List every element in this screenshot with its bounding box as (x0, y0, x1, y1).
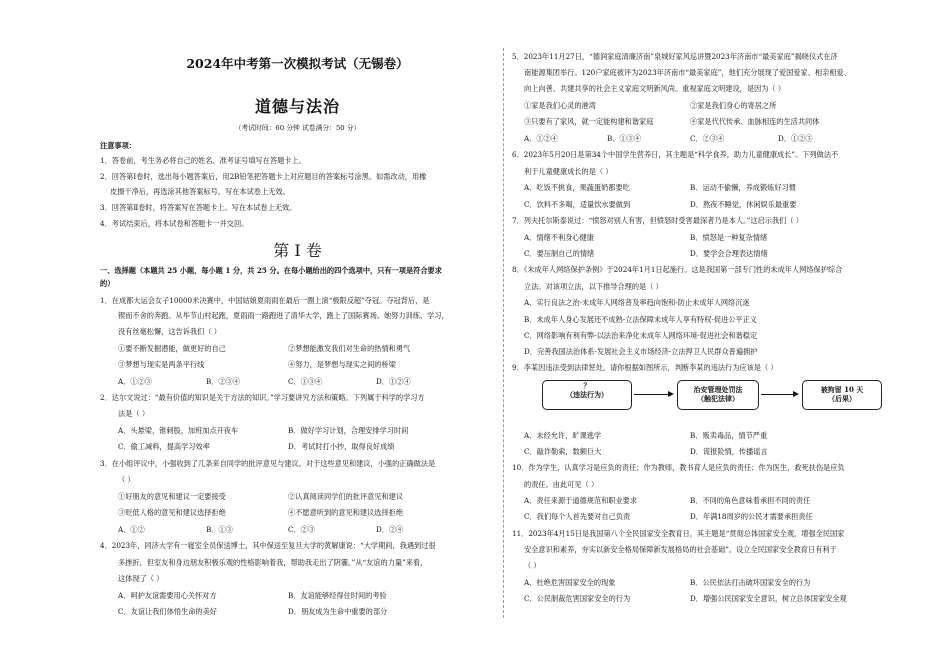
question-2-stem: 法是（ ） (118, 409, 150, 418)
option: D．要学会合理表达情绪 (690, 249, 768, 258)
question-8-stem: 8．《未成年人网络保护条例》于2024年1月1日起施行。这是我国第一部专门性的未成年人网络保护综合 (512, 265, 843, 274)
option: C．友谊让我们体悟生命的美好 (118, 607, 217, 616)
section-heading: 一、选择题（本题共 25 小题，每小题 1 分，共 25 分。在每小题给出的四个选项中，只有一项是符合要求 (100, 266, 442, 275)
option: A．实行良法之治-未成年人网络普及率趋向饱和-防止未成年人网络沉迷 (524, 298, 750, 307)
option: C．偷工减料，提高学习效率 (118, 442, 210, 451)
option: B．未成年人身心发展还不成熟-立法保障未成年人享有特权-促进公平正义 (524, 315, 757, 324)
flow-box-law-line2: （触犯法律） (697, 394, 739, 403)
question-3-stem: 3．在小组评议中，小强收到了几条来自同学的批评意见与建议。对于这些意见和建议，小强的正确做法是 (100, 459, 436, 468)
notice-item: 3．回答第Ⅱ卷时，将答案写在答题卡上。写在本试卷上无效。 (100, 203, 297, 212)
option: C．①③④ (288, 377, 323, 386)
question-8-stem: 立法。对该项立法，以下推导合理的是（ ） (524, 282, 663, 291)
option: C．网络影响有利有弊-以法治来净化未成年人网络环境-促进社会和谐稳定 (524, 331, 758, 340)
option: A．吃饭不挑食，果蔬蛋奶都要吃 (524, 183, 630, 192)
flow-box-violation (542, 380, 632, 410)
question-5-stem: 南能源集团举行。120户家庭被评为2023年济南市“最美家庭”，他们充分展现了爱国爱家、相亲相爱、 (524, 68, 851, 77)
question-5-stem: 5．2023年11月27日，“德润家庭清廉济南”泉城好家风巡讲暨2023年济南市“最美家庭”揭晓仪式在济 (512, 52, 838, 61)
question-3-stem: （ ） (118, 475, 135, 484)
notice-item: 1．答卷前，考生务必将自己的姓名、准考证号填写在答题卡上。 (100, 156, 306, 165)
notice-item: 皮擦干净后，再选涂其他答案标号。写在本试卷上无效。 (110, 187, 290, 196)
option: D．年满18周岁的公民才需要承担责任 (690, 512, 813, 521)
question-7-stem: 7．列夫托尔斯泰说过：“愤怒对别人有害，但愤怒时受害最深者乃是本人。”这启示我们（ ） (512, 216, 803, 225)
question-4-stem: 4．2023年，同济大学有一寝室全员保送博士，其中保送至复旦大学的黄解康说：“大学期间，我遇到过很 (100, 541, 436, 550)
statement: ④家是代代传承、血脉相连的生活共同体 (690, 117, 820, 126)
question-1-stem: 锲而不舍的奔跑。从毕节山村起跑，夏雨雨一路跑进了清华大学，跑上了国际赛场。她努力训练、学习， (118, 311, 449, 320)
question-5-stem: 向上向善、共建共享的社会主义家庭文明新风尚。重视家庭文明建设，是因为（ ） (524, 84, 786, 93)
question-10-stem: 的责任。由此可见（ ） (524, 480, 599, 489)
notice-title: 注意事项： (100, 141, 136, 150)
question-9-stem: 9．李某因违法受到法律惩处，请你根据如图所示，判断李某的违法行为应该是（ ） (512, 363, 778, 372)
statement: ④努力，是梦想与现实之间的桥梁 (288, 360, 396, 369)
statement: ①好朋友的意见和建议一定要接受 (118, 492, 226, 501)
flow-box-violation-label: （违法行为） (566, 390, 608, 399)
option: C．我们每个人首先要对自己负责 (524, 512, 631, 521)
option: D．①②③ (778, 134, 813, 143)
option: A．杜绝危害国家安全的现象 (524, 578, 616, 587)
statement: ④不愿意听到的意见和建议选择拒绝 (288, 508, 404, 517)
question-11-stem: （ ） (524, 561, 541, 570)
question-11-stem: 安全意识和素养，夯实以新安全格局保障新发展格局的社会基础”。设立全民国家安全教育日有利于 (524, 545, 837, 554)
statement: ②家是我们身心的寄居之所 (690, 101, 777, 110)
option: A．未经允许，旷课逃学 (524, 431, 602, 440)
option: D．考试时打小抄，取得良好成绩 (288, 442, 395, 451)
option: B．①③ (206, 525, 233, 534)
statement: ②梦想能激发我们对生命的热情和勇气 (288, 344, 411, 353)
option: B．贩卖毒品，情节严重 (690, 431, 768, 440)
option: D．谎报险情，传播谣言 (690, 447, 768, 456)
option: A．①② (118, 525, 145, 534)
question-6-stem: 6．2023年5月20日是第34个中国学生营养日，其主题是“科学食养，助力儿童健康成长”。下列做法不 (512, 150, 839, 159)
question-4-stem: 这体现了（ ） (118, 574, 164, 583)
exam-info: （考试时间：60 分钟 试卷满分：50 分） (234, 124, 361, 132)
option: D．完善我国法治体系-发展社会主义市场经济-立法捍卫人民群众普遍拥护 (524, 347, 758, 356)
flow-arrow (761, 394, 797, 395)
statement: ①要不断发掘潜能，做更好的自己 (118, 344, 226, 353)
flow-arrow (634, 394, 672, 395)
option: B．运动不偷懒，养成锻炼好习惯 (690, 183, 796, 192)
option: D．②④ (376, 525, 404, 534)
option: B．公民依法打击破坏国家安全的行为 (690, 578, 811, 587)
statement: ③只要有了家风，就一定能构建和谐家庭 (524, 117, 654, 126)
column-divider (503, 48, 504, 618)
option: C．要压制自己的情绪 (524, 249, 595, 258)
question-4-stem: 多挫折，但室友和身边朋友积极乐观的性格影响着我，帮助我走出了阴霾。”从“友谊的力量”来看， (118, 558, 428, 567)
option: B．不同的角色意味着承担不同的责任 (690, 496, 811, 505)
question-mark: ？ (583, 381, 591, 390)
notice-item: 4．考试结束后，将本试卷和答题卡一并交回。 (100, 219, 249, 228)
question-11-stem: 11．2023年4月15日是我国第八个全民国家安全教育日，其主题是“贯彻总体国家安全观，增强全民国家 (512, 529, 845, 538)
flow-box-result-line2: （后果） (828, 394, 856, 403)
option: C．②③④ (690, 134, 725, 143)
option: A．①②④ (524, 134, 558, 143)
option: A．责任来源于道德规范和职业要求 (524, 496, 638, 505)
flow-box-law (677, 380, 759, 410)
statement: ①家是我们心灵的港湾 (524, 101, 596, 110)
option: A．①②③ (118, 377, 152, 386)
option: B．①③④ (607, 134, 642, 143)
option: D．朋友成为生命中重要的部分 (288, 607, 388, 616)
option: C．②③ (288, 525, 316, 534)
option: C．敲诈勒索，数额巨大 (524, 447, 602, 456)
section-heading-cont: 的） (100, 279, 115, 288)
question-1-stem: 1．在成都大运会女子10000米决赛中，中国姑娘夏雨雨在最后一圈上演“极限反超”夺冠。夺冠背后，是 (100, 296, 430, 305)
volume-title: 第 Ⅰ 卷 (273, 241, 322, 260)
statement: ②认真阅读同学们的批评意见和建议 (288, 492, 404, 501)
question-2-stem: 2．达尔文说过：“最有价值的知识是关于方法的知识。”学习要讲究方法和策略。下列属于科学的学习方 (100, 393, 425, 402)
flow-box-law-line1: 治安管理处罚法 (693, 385, 743, 394)
option: C．公民制裁危害国家安全的行为 (524, 594, 631, 603)
option: D．熬夜不睡觉，休闲娱乐最重要 (690, 200, 797, 209)
option: D．①②④ (376, 377, 411, 386)
question-6-stem: 利于儿童健康成长的是（ ） (524, 167, 613, 176)
notice-item: 2．回答第Ⅰ卷时，选出每小题答案后，用2B铅笔把答题卡上对应题目的答案标号涂黑。如需改动，用橡 (100, 172, 427, 181)
option: B．②③④ (206, 377, 241, 386)
option: A．情绪不利身心健康 (524, 233, 594, 242)
subject-title: 道德与法治 (254, 97, 340, 116)
statement: ③梦想与现实是两条平行线 (118, 360, 205, 369)
option: C．饮料不多喝，适量饮水要做到 (524, 200, 631, 209)
exam-title: 2024年中考第一次模拟考试（无锡卷） (186, 56, 409, 71)
question-10-stem: 10．作为学生，认真学习是应负的责任；作为教师，教书育人是应负的责任；作为医生，救死扶伤是应负 (512, 463, 845, 472)
flow-box-result (802, 380, 882, 410)
option: A．头悬梁，锥刺股，加班加点开夜车 (118, 426, 239, 435)
option: A．呵护友谊需要用心关怀对方 (118, 591, 217, 600)
option: D．增强公民国家安全意识，树立总体国家安全观 (690, 594, 847, 603)
question-1-stem: 没有丝毫松懈，这告诉我们（ ） (118, 327, 221, 336)
option: B．愤怒是一种复杂情绪 (690, 233, 768, 242)
flow-box-result-line1: 被拘留 10 天 (820, 385, 864, 394)
option: B．友谊能够经得住时间的考验 (288, 591, 387, 600)
option: B．做好学习计划，合理安排学习时间 (288, 426, 409, 435)
statement: ③贬低人格的意见和建议选择拒绝 (118, 508, 226, 517)
